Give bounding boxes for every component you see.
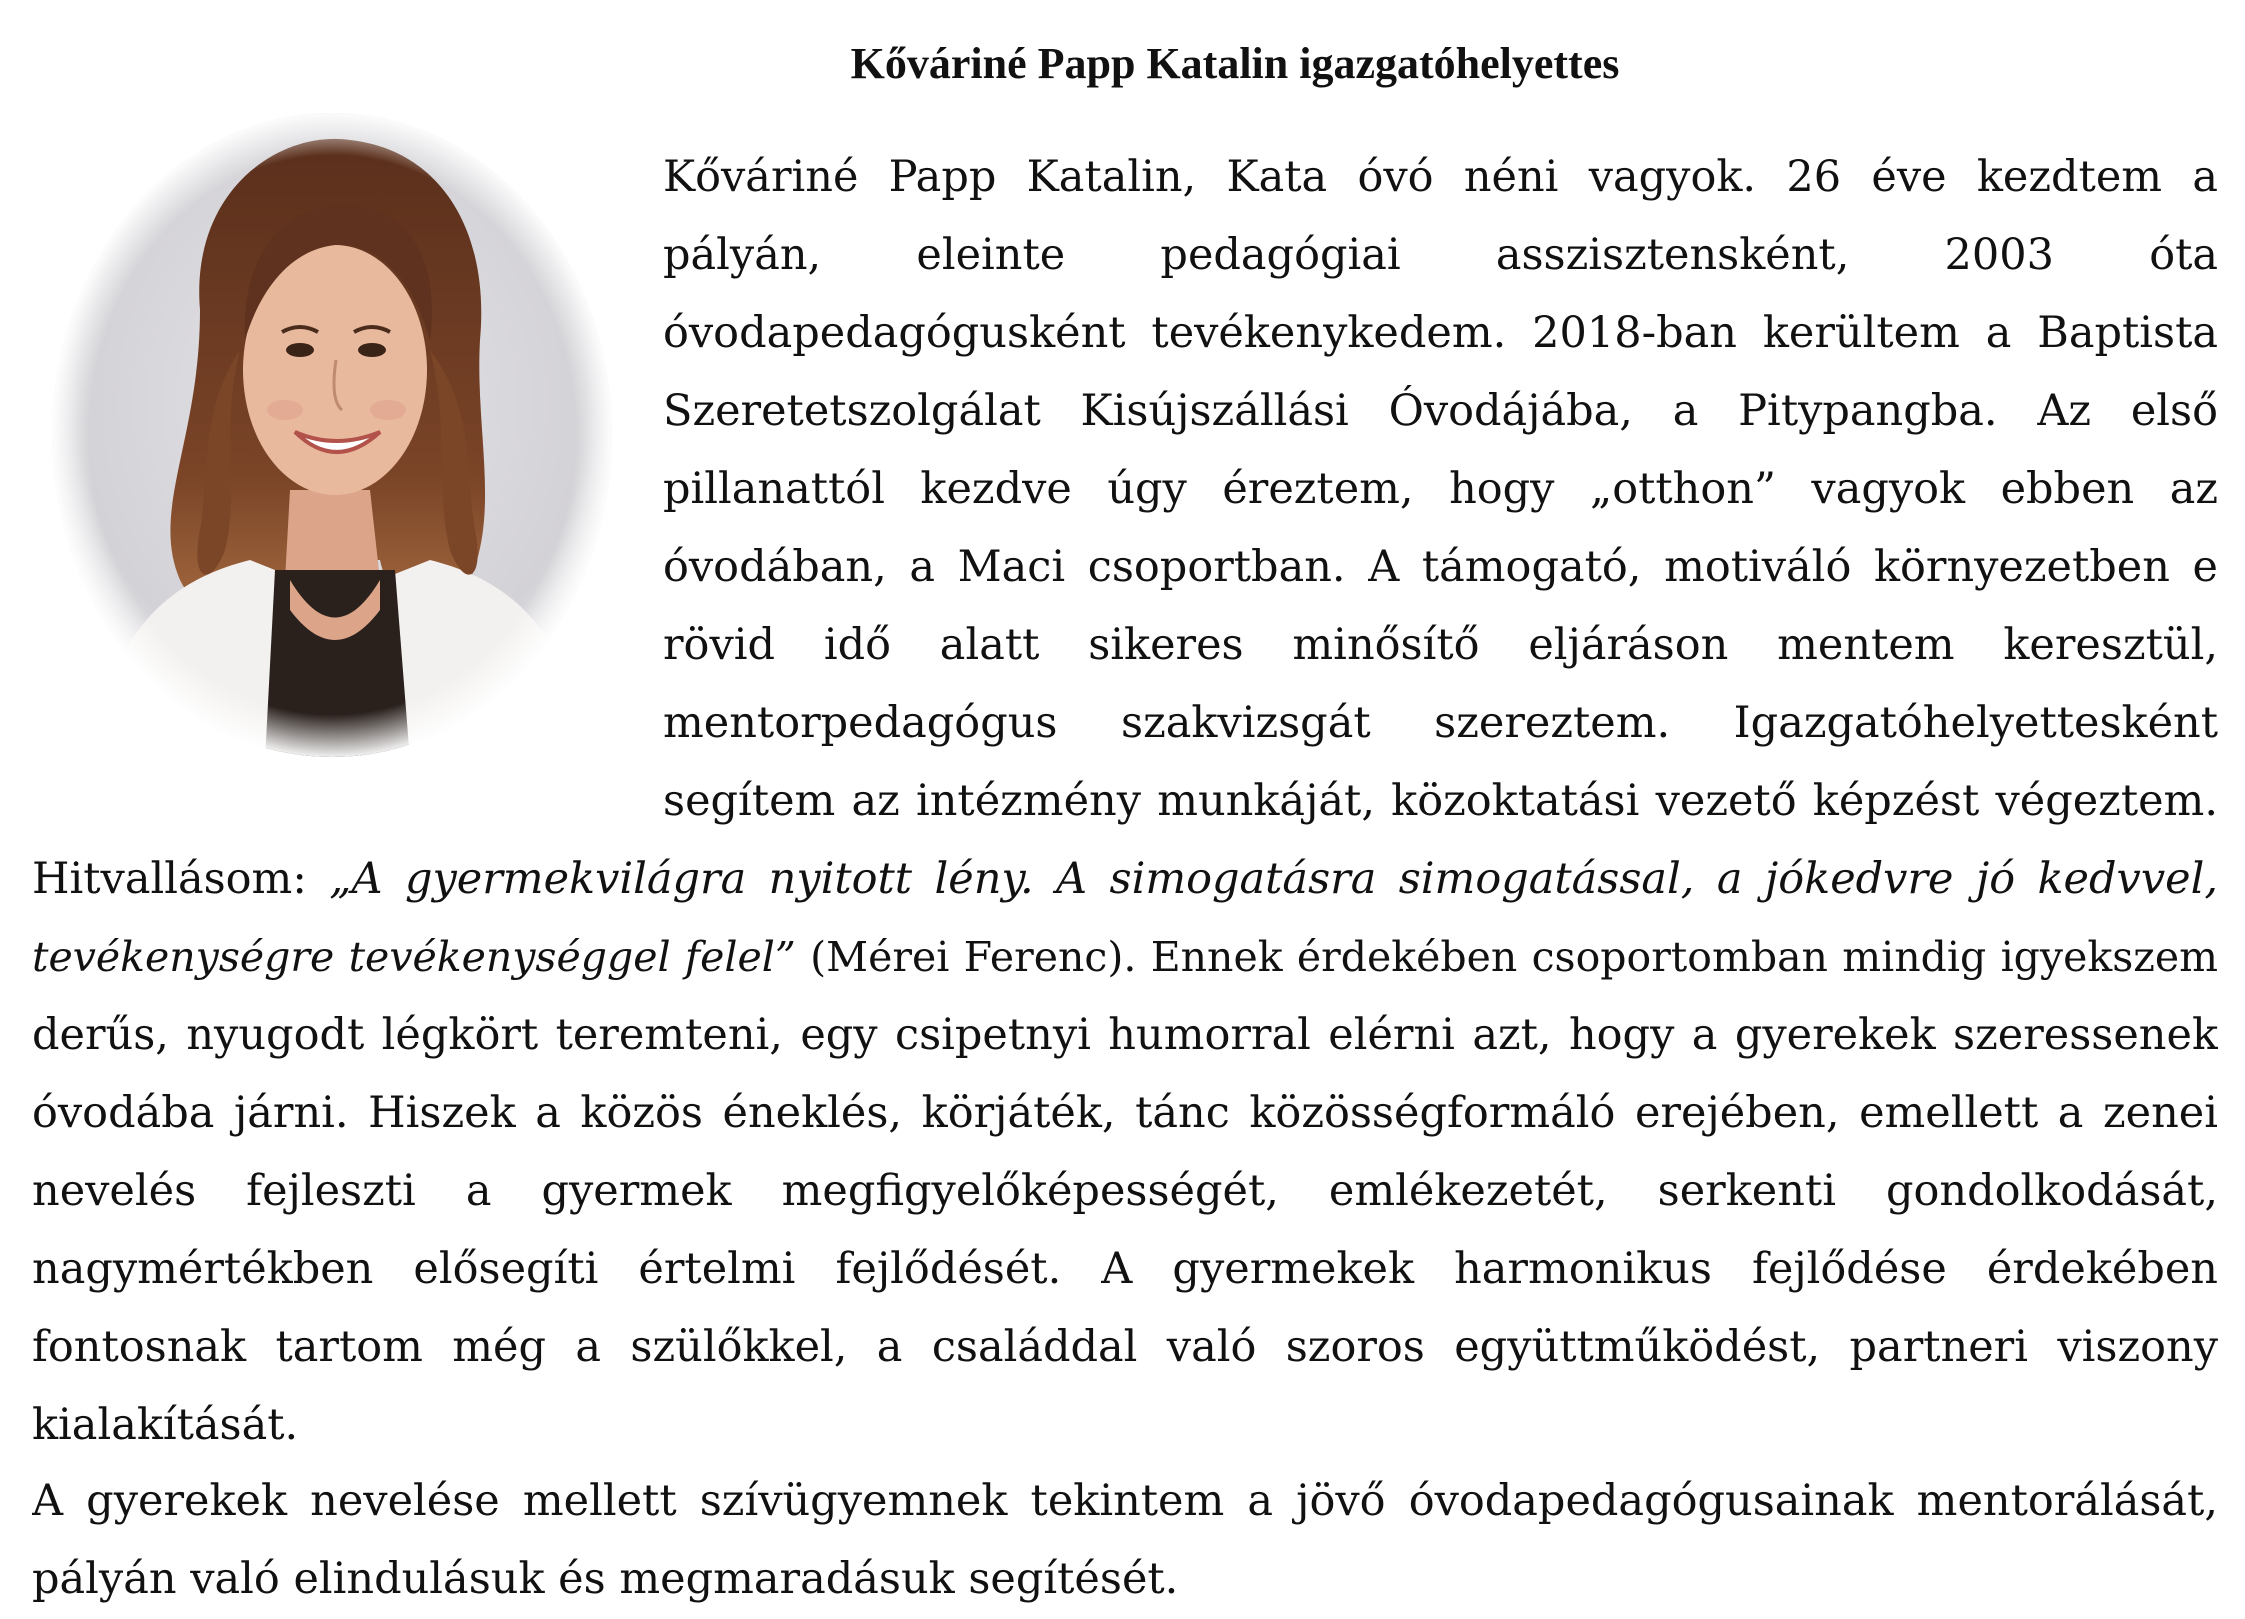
belief-attribution: (Mérei Ferenc). Ennek érdekében csoportomban mindig igyekszem: [795, 933, 2218, 981]
belief-line: nagymértékben elősegíti értelmi fejlődését. A gyermekek harmonikus fejlődése érdekében: [32, 1244, 2218, 1294]
portrait-photo-icon: [50, 110, 615, 760]
belief-line: [32, 918, 2218, 996]
intro-line: óvodában, a Maci csoportban. A támogató, motiváló környezetben e: [663, 542, 2218, 592]
closing-paragraph: [32, 1462, 2218, 1618]
belief-line: [32, 840, 2218, 918]
belief-lead: Hitvallásom:: [32, 854, 330, 904]
belief-line: óvodába járni. Hiszek a közös éneklés, körjáték, tánc közösségformáló erejében, emellett a zenei: [32, 1088, 2218, 1138]
closing-line: pályán való elindulásuk és megmaradásuk segítését.: [32, 1554, 1179, 1604]
intro-line: rövid idő alatt sikeres minősítő eljáráson mentem keresztül,: [663, 620, 2218, 670]
intro-line: óvodapedagógusként tevékenykedem. 2018-ban kerültem a Baptista: [663, 308, 2218, 358]
belief-quote-end: tevékenységre tevékenységgel felel”: [32, 933, 796, 981]
belief-line: kialakítását.: [32, 1400, 299, 1450]
belief-paragraph: [32, 840, 2218, 1464]
belief-line: nevelés fejleszti a gyermek megfigyelőképességét, emlékezetét, serkenti gondolkodását,: [32, 1166, 2218, 1216]
intro-line: Kőváriné Papp Katalin, Kata óvó néni vagyok. 26 éve kezdtem a: [663, 152, 2218, 202]
intro-line: Szeretetszolgálat Kisújszállási Óvodájába, a Pitypangba. Az első: [663, 386, 2218, 436]
belief-quote: „A gyermekvilágra nyitott lény. A simogatásra simogatással, a jókedvre jó kedvvel,: [329, 854, 2218, 904]
closing-line: A gyerekek nevelése mellett szívügyemnek tekintem a jövő óvodapedagógusainak mentorálását,: [32, 1476, 2218, 1526]
intro-line: mentorpedagógus szakvizsgát szereztem. Igazgatóhelyettesként: [663, 698, 2218, 748]
page-title: Kőváriné Papp Katalin igazgatóhelyettes: [850, 39, 1620, 88]
belief-line: derűs, nyugodt légkört teremteni, egy csipetnyi humorral elérni azt, hogy a gyerekek szeressenek: [32, 1010, 2218, 1060]
intro-paragraph: [663, 138, 2218, 840]
intro-line: pillanattól kezdve úgy éreztem, hogy „otthon” vagyok ebben az: [663, 464, 2218, 514]
intro-line: segítem az intézmény munkáját, közoktatási vezető képzést végeztem.: [663, 776, 2218, 826]
intro-line: pályán, eleinte pedagógiai asszisztensként, 2003 óta: [663, 230, 2218, 280]
belief-line: fontosnak tartom még a szülőkkel, a családdal való szoros együttműködést, partneri viszony: [32, 1322, 2218, 1372]
